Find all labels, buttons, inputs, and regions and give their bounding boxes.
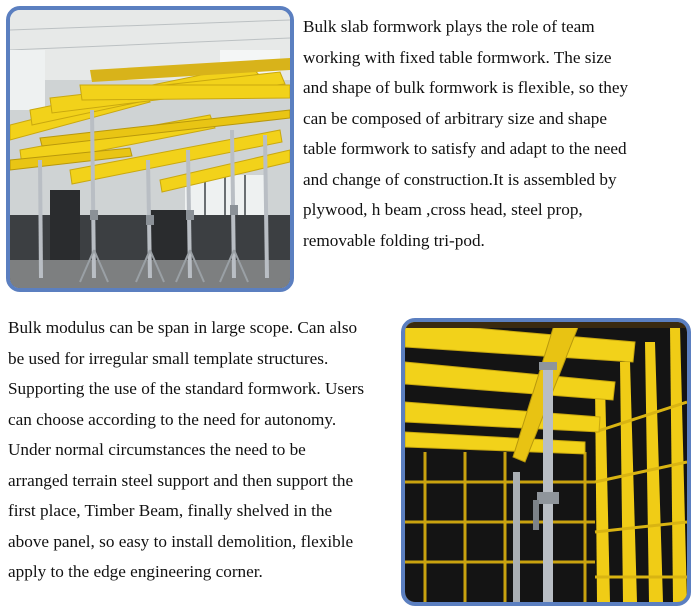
slab-formwork-photo <box>6 6 294 292</box>
text-line: Under normal circumstances the need to be <box>8 440 306 459</box>
slab-formwork-description <box>303 12 695 256</box>
bulk-formwork-photo <box>401 318 691 606</box>
bulk-modulus-description <box>8 313 400 588</box>
text-line: Bulk modulus can be span in large scope. Can also <box>8 318 358 337</box>
text-line: removable folding tri-pod. <box>303 230 485 250</box>
text-line: Supporting the use of the standard formwork. Users <box>8 379 365 398</box>
text-line: be used for irregular small template structures. <box>8 348 329 368</box>
text-line: can choose according to the need for autonomy. <box>8 409 337 429</box>
text-line: apply to the edge engineering corner. <box>8 562 263 581</box>
text-line: can be composed of arbitrary size and shape <box>303 108 607 128</box>
bulk-formwork-illustration <box>405 322 687 602</box>
text-line: arranged terrain steel support and then support the <box>8 470 354 490</box>
slab-formwork-illustration <box>10 10 290 288</box>
text-line: Bulk slab formwork plays the role of team <box>303 17 595 36</box>
text-line: plywood, h beam ,cross head, steel prop, <box>303 200 583 219</box>
text-line: first place, Timber Beam, finally shelved in the <box>8 501 333 520</box>
text-line: and change of construction.It is assembled by <box>303 169 617 189</box>
text-line: above panel, so easy to install demolition, flexible <box>8 531 354 551</box>
text-line: table formwork to satisfy and adapt to the need <box>303 139 627 158</box>
text-line: working with fixed table formwork. The size <box>303 47 612 67</box>
text-line: and shape of bulk formwork is flexible, so they <box>303 78 629 97</box>
